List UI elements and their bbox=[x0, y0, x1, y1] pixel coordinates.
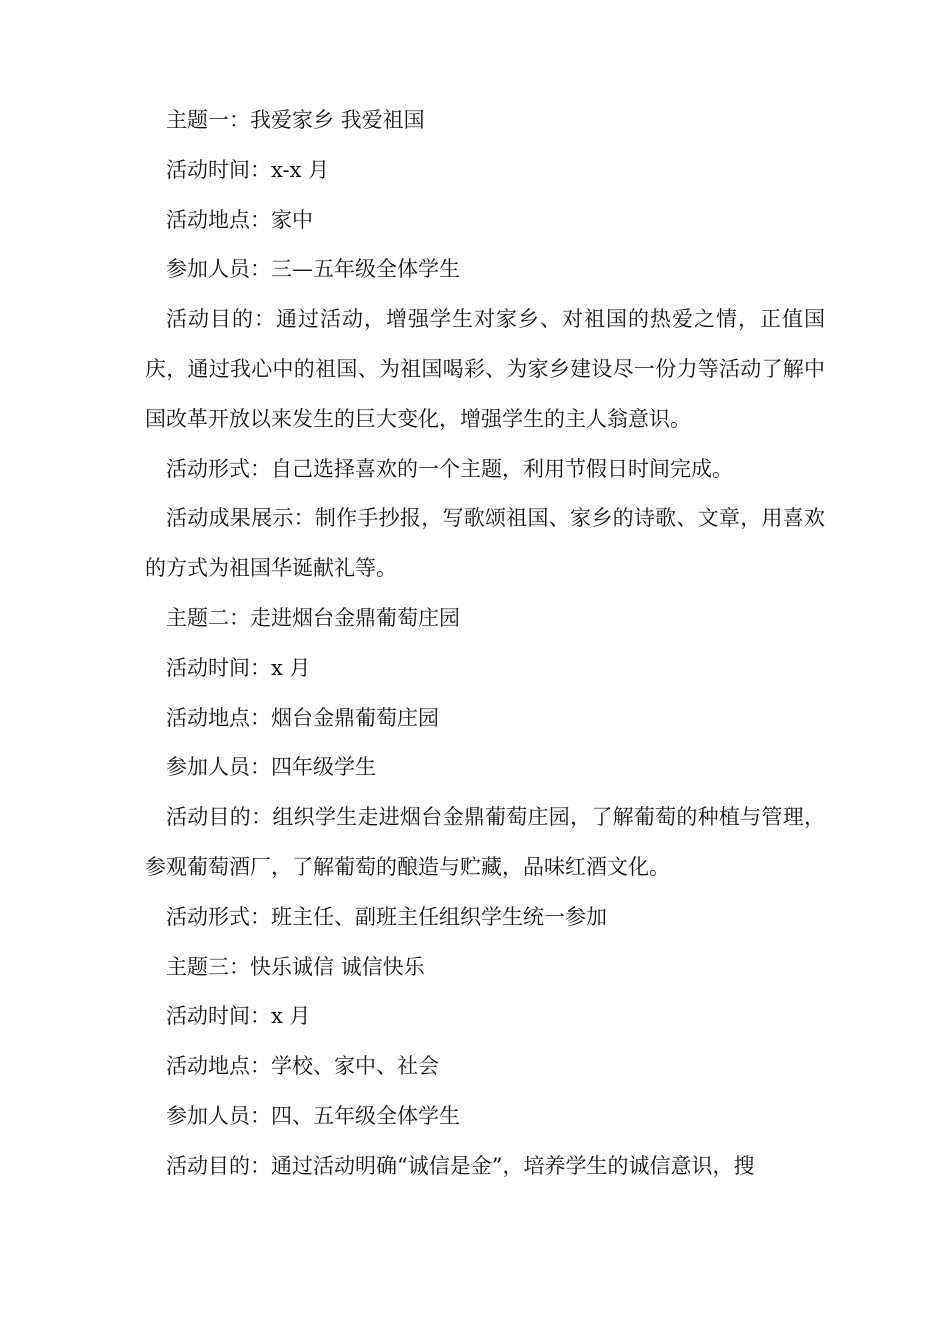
theme-three-location: 活动地点：学校、家中、社会 bbox=[166, 1054, 439, 1079]
theme-one-heading: 主题一：我爱家乡 我爱祖国 bbox=[166, 108, 425, 132]
theme-two-purpose: 活动目的：组织学生走进烟台金鼎葡萄庄园，了解葡萄的种植与管理，参观葡萄酒厂，了解葡萄的酿造与贮藏，品味红酒文化。 bbox=[145, 805, 825, 879]
theme-three-participants: 参加人员：四、五年级全体学生 bbox=[166, 1103, 460, 1128]
theme-three-purpose: 活动目的：通过活动明确“诚信是金”，培养学生的诚信意识，搜 bbox=[166, 1153, 755, 1178]
theme-two-time: 活动时间：x 月 bbox=[166, 655, 311, 680]
theme-one-participants: 参加人员：三—五年级全体学生 bbox=[166, 257, 460, 282]
theme-two-format: 活动形式：班主任、副班主任组织学生统一参加 bbox=[166, 904, 607, 929]
theme-two-location: 活动地点：烟台金鼎葡萄庄园 bbox=[166, 705, 439, 730]
theme-three-time: 活动时间：x 月 bbox=[166, 1004, 311, 1029]
document-body bbox=[145, 96, 825, 1192]
theme-one-time: 活动时间：x-x 月 bbox=[166, 157, 330, 182]
theme-one-purpose: 活动目的：通过活动，增强学生对家乡、对祖国的热爱之情，正值国庆，通过我心中的祖国、为祖国喝彩、为家乡建设尽一份力等活动了解中国改革开放以来发生的巨大变化，增强学生的主人翁意识。 bbox=[145, 307, 825, 431]
theme-three-heading: 主题三：快乐诚信 诚信快乐 bbox=[166, 954, 425, 979]
theme-one-results: 活动成果展示：制作手抄报，写歌颂祖国、家乡的诗歌、文章，用喜欢的方式为祖国华诞献礼等。 bbox=[145, 506, 825, 581]
theme-one-format: 活动形式：自己选择喜欢的一个主题，利用节假日时间完成。 bbox=[166, 456, 733, 481]
theme-one-location: 活动地点：家中 bbox=[166, 207, 313, 232]
theme-two-participants: 参加人员：四年级学生 bbox=[166, 755, 376, 780]
theme-two-heading: 主题二：走进烟台金鼎葡萄庄园 bbox=[166, 605, 460, 630]
